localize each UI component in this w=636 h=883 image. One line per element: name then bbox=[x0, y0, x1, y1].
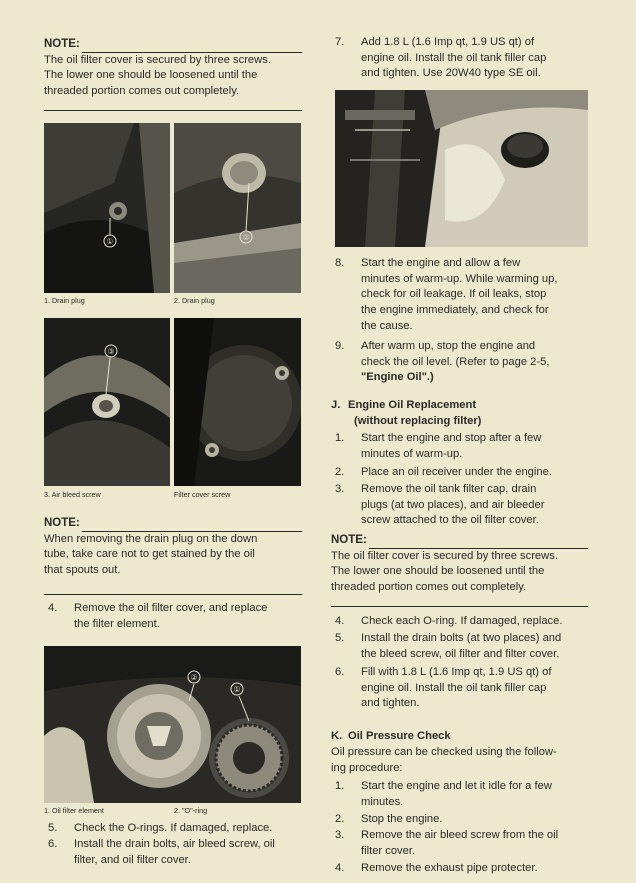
step-line: the cause. bbox=[361, 319, 413, 332]
note-line: The lower one should be loosened until the bbox=[44, 69, 258, 82]
photo-drain-plug-2 bbox=[174, 123, 301, 293]
step-number: 2. bbox=[335, 813, 345, 825]
step-j5 bbox=[331, 631, 588, 662]
note-oil-filter-cover bbox=[44, 37, 302, 100]
step-number: 3. bbox=[335, 483, 345, 495]
step-line: Check the O-rings. If damaged, replace. bbox=[74, 822, 273, 834]
photo-filter-cover-screw bbox=[174, 318, 301, 486]
step-k1 bbox=[331, 779, 588, 810]
section-title: Engine Oil Replacement bbox=[348, 399, 477, 411]
note-heading: NOTE: bbox=[331, 533, 588, 549]
photo-drain-plug-1 bbox=[44, 123, 170, 293]
intro-line: Oil pressure can be checked using the follow- bbox=[331, 746, 557, 758]
step-line: minutes of warm-up. bbox=[361, 447, 463, 460]
step-line: minutes. bbox=[361, 795, 404, 808]
section-title: Oil Pressure Check bbox=[348, 730, 451, 742]
callout-2: ② bbox=[242, 233, 250, 242]
caption-drain-plug-2: 2. Drain plug bbox=[174, 296, 215, 305]
step-line: Start the engine and allow a few bbox=[361, 257, 521, 269]
step-line: Remove the oil tank filter cap, drain bbox=[361, 483, 537, 495]
note-drain-plug bbox=[44, 516, 302, 579]
step-line: Remove the air bleed screw from the oil bbox=[361, 829, 559, 841]
step-k4 bbox=[331, 861, 588, 877]
step-line: Start the engine and let it idle for a few bbox=[361, 780, 552, 792]
callout-1: ① bbox=[106, 237, 114, 246]
step-line: engine oil. Install the oil tank filler cap bbox=[361, 681, 547, 694]
step-line: Place an oil receiver under the engine. bbox=[361, 466, 552, 478]
step-line: filter, and oil filter cover. bbox=[74, 853, 191, 866]
step-line: Install the drain bolts (at two places) and bbox=[361, 632, 562, 644]
step-number: 5. bbox=[48, 822, 58, 834]
step-line: the filter element. bbox=[74, 617, 160, 630]
caption-drain-plug-1: 1. Drain plug bbox=[44, 296, 85, 305]
step-k2 bbox=[331, 812, 588, 828]
photo-oil-tank-filler-cap bbox=[335, 90, 588, 247]
divider bbox=[44, 110, 302, 111]
note-line: tube, take care not to get stained by the oil bbox=[44, 548, 255, 561]
note-heading: NOTE: bbox=[44, 37, 302, 53]
callout-3: ③ bbox=[107, 347, 115, 356]
note-line: When removing the drain plug on the down bbox=[44, 532, 258, 545]
step-number: 2. bbox=[335, 466, 345, 478]
divider bbox=[44, 594, 302, 595]
step-line: Start the engine and stop after a few bbox=[361, 432, 542, 444]
step-line: Fill with 1.8 L (1.6 Imp qt, 1.9 US qt) of bbox=[361, 666, 552, 678]
caption-filter-cover-screw: Filter cover screw bbox=[174, 490, 231, 499]
step-line: Check each O-ring. If damaged, replace. bbox=[361, 615, 563, 627]
section-j-heading bbox=[331, 398, 588, 429]
step-line: check for oil leakage. If oil leaks, stop bbox=[361, 288, 547, 301]
step-line: and tighten. Use 20W40 type SE oil. bbox=[361, 67, 541, 80]
step-number: 4. bbox=[335, 615, 345, 627]
step-line: engine oil. Install the oil tank filler cap bbox=[361, 51, 547, 64]
step-line: check the oil level. (Refer to page 2-5, bbox=[361, 355, 550, 368]
step-4 bbox=[44, 601, 302, 632]
callout-o-ring: ② bbox=[190, 673, 198, 682]
step-9 bbox=[331, 339, 588, 386]
step-number: 4. bbox=[335, 862, 345, 874]
step-number: 6. bbox=[48, 838, 58, 850]
step-k3 bbox=[331, 828, 588, 859]
note-line: that spouts out. bbox=[44, 564, 121, 577]
step-line: screw attached to the oil filter cover. bbox=[361, 514, 539, 527]
note-line: threaded portion comes out completely. bbox=[331, 581, 527, 594]
section-k-heading bbox=[331, 729, 588, 745]
divider bbox=[331, 606, 588, 607]
note-line: The oil filter cover is secured by three screws. bbox=[331, 549, 558, 562]
note-line: threaded portion comes out completely. bbox=[44, 85, 240, 98]
step-line: plugs (at two places), and air bleeder bbox=[361, 498, 545, 511]
step-number: 5. bbox=[335, 632, 345, 644]
step-line: After warm up, stop the engine and bbox=[361, 340, 536, 352]
step-j3 bbox=[331, 482, 588, 529]
step-line: Install the drain bolts, air bleed screw, oil bbox=[74, 838, 275, 850]
intro-line: ing procedure: bbox=[331, 761, 403, 774]
step-8 bbox=[331, 256, 588, 335]
note-heading: NOTE: bbox=[44, 516, 302, 532]
step-line: and tighten. bbox=[361, 697, 420, 710]
step-line: the engine immediately, and check for bbox=[361, 304, 549, 317]
step-number: 1. bbox=[335, 780, 345, 792]
step-7 bbox=[331, 35, 588, 82]
section-subtitle: (without replacing filter) bbox=[354, 414, 482, 427]
note-line: The lower one should be loosened until the bbox=[331, 565, 545, 578]
step-j4 bbox=[331, 614, 588, 630]
step-line: "Engine Oil".) bbox=[361, 371, 434, 384]
note-line: The oil filter cover is secured by three screws. bbox=[44, 53, 271, 66]
step-j6 bbox=[331, 665, 588, 712]
step-number: 1. bbox=[335, 432, 345, 444]
step-number: 6. bbox=[335, 666, 345, 678]
step-line: minutes of warm-up. While warming up, bbox=[361, 272, 558, 285]
step-number: 3. bbox=[335, 829, 345, 841]
photo-oil-filter-element bbox=[44, 646, 301, 803]
section-letter: K. bbox=[331, 730, 343, 742]
step-line: Remove the exhaust pipe protecter. bbox=[361, 862, 538, 874]
step-number: 4. bbox=[48, 602, 58, 614]
step-line: Add 1.8 L (1.6 Imp qt, 1.9 US qt) of bbox=[361, 36, 535, 48]
step-j1 bbox=[331, 431, 588, 462]
photo-air-bleed-screw bbox=[44, 318, 170, 486]
step-j2 bbox=[331, 465, 588, 481]
step-number: 9. bbox=[335, 340, 345, 352]
step-number: 7. bbox=[335, 36, 345, 48]
caption-air-bleed-screw: 3. Air bleed screw bbox=[44, 490, 101, 499]
step-number: 8. bbox=[335, 257, 345, 269]
caption-o-ring: 2. "O"-ring bbox=[174, 806, 208, 815]
step-line: Stop the engine. bbox=[361, 813, 443, 825]
step-line: filter cover. bbox=[361, 844, 416, 857]
step-6 bbox=[44, 837, 302, 868]
section-k-intro bbox=[331, 745, 588, 776]
callout-filter-element: ① bbox=[233, 685, 241, 694]
note-oil-filter-cover-right bbox=[331, 533, 588, 596]
step-5 bbox=[44, 821, 302, 837]
step-line: the bleed screw, oil filter and filter cover. bbox=[361, 647, 560, 660]
step-line: Remove the oil filter cover, and replace bbox=[74, 602, 268, 614]
section-letter: J. bbox=[331, 399, 341, 411]
caption-oil-filter-element: 1. Oil filter element bbox=[44, 806, 104, 815]
